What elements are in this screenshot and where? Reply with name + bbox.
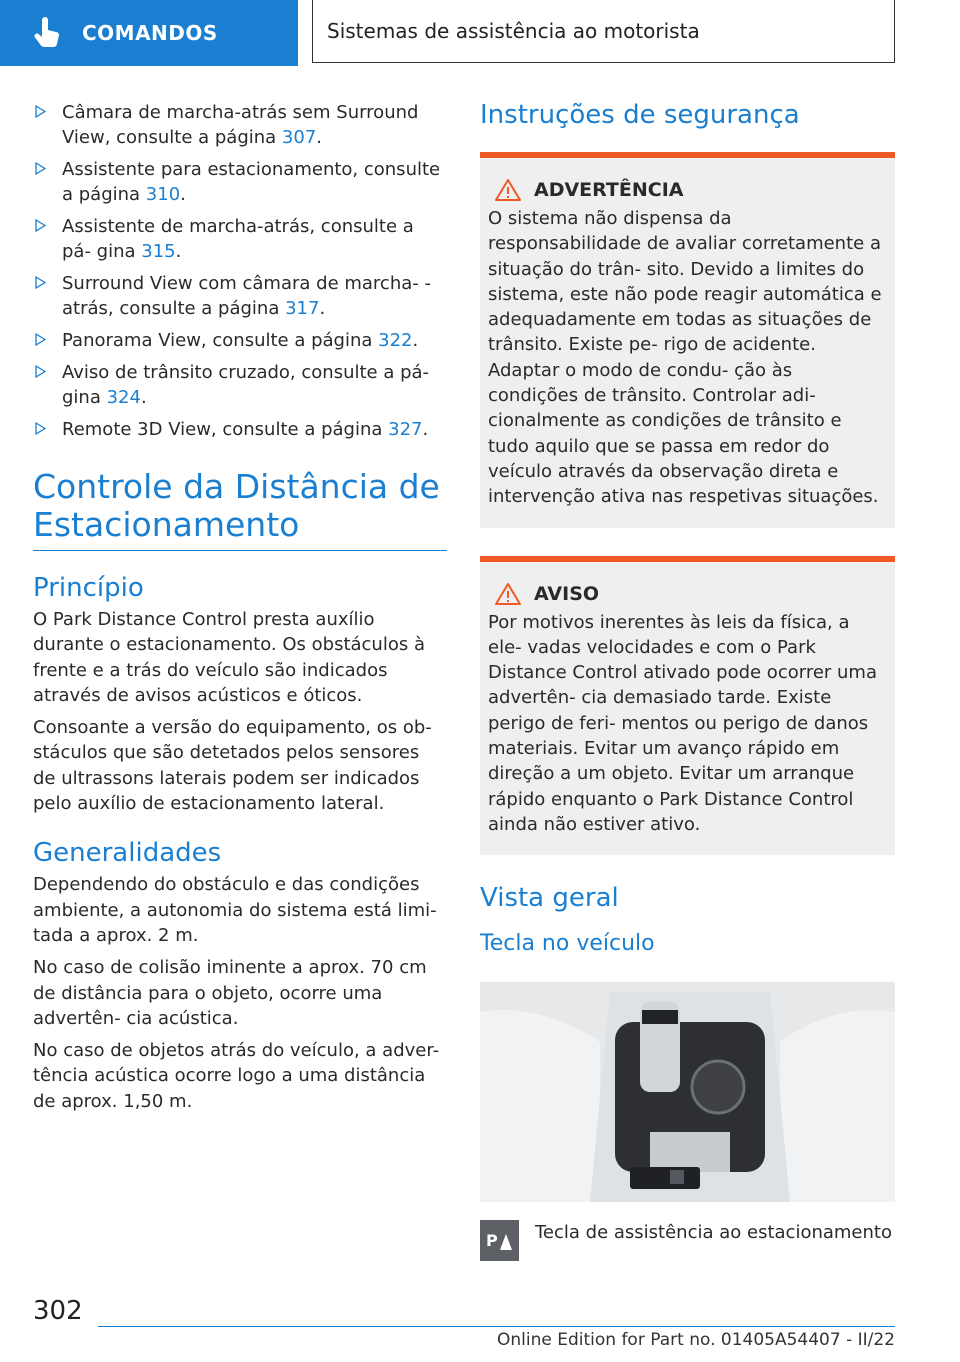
page-link[interactable]: 310: [145, 184, 181, 205]
page-link[interactable]: 327: [388, 419, 423, 440]
triangle-bullet-icon: [35, 162, 46, 175]
triangle-bullet-icon: [35, 422, 46, 435]
list-item-text: Aviso de trânsito cruzado, consulte a pá- gina: [62, 362, 430, 408]
hand-pointer-icon: [30, 16, 64, 50]
page-link[interactable]: 322: [378, 330, 413, 351]
warning-box: [480, 152, 895, 528]
list-item: [33, 271, 447, 321]
list-item-text: Assistente para estacionamento, consulte a página: [62, 159, 441, 205]
notice-title: [488, 582, 887, 606]
triangle-bullet-icon: [35, 276, 46, 289]
header-section-label: COMANDOS: [82, 21, 218, 45]
figure-caption: [480, 1220, 895, 1261]
paragraph: No caso de objetos atrás do veículo, a adver- tência acústica ocorre logo a uma distância de aprox. 1,50 m.: [33, 1040, 440, 1112]
footer-edition: Online Edition for Part no. 01405A54407 - II/22: [496, 1330, 895, 1350]
warning-triangle-icon: [494, 582, 522, 606]
warning-triangle-icon: [494, 178, 522, 202]
triangle-bullet-icon: [35, 333, 46, 346]
list-item-text: Remote 3D View, consulte a página: [62, 419, 389, 440]
cross-reference-list: [33, 100, 447, 442]
notice-text: Por motivos inerentes às leis da física, a ele- vadas velocidades e com o Park Distance Control ativado pode ocorrer uma advertên- cia demasiado tarde. Existe perigo de feri- mentos ou perigo de danos materiais. Evitar um avanço rápido em direção a um objeto. Evitar um arranque rápido enquanto o Park Distance Control ainda não estiver ativo.: [488, 611, 877, 835]
list-item-text: Panorama View, consulte a página: [62, 330, 379, 351]
center-console-illustration: [480, 982, 895, 1202]
generalidades-heading: Generalidades: [33, 838, 222, 869]
list-item-text: Câmara de marcha-atrás sem Surround View, consulte a página: [62, 102, 419, 148]
list-item: [33, 100, 447, 150]
page-link[interactable]: 315: [141, 241, 176, 262]
header-section-tab[interactable]: [0, 0, 298, 66]
warning-title-text: ADVERTÊNCIA: [534, 179, 684, 201]
tecla-heading: Tecla no veículo: [480, 931, 655, 957]
list-item-end: .: [422, 419, 429, 440]
right-column: [480, 100, 895, 1261]
paragraph: O Park Distance Control presta auxílio durante o estacionamento. Os obstáculos à frente e a trás do veículo são indicados através de avisos acústicos e óticos.: [33, 609, 425, 706]
parking-assist-button-icon: [480, 1220, 519, 1261]
list-item-text: Surround View com câmara de marcha- -atrás, consulte a página: [62, 273, 431, 319]
list-item-end: .: [140, 387, 147, 408]
triangle-bullet-icon: [35, 105, 46, 118]
paragraph: Consoante a versão do equipamento, os ob- stáculos que são detetados pelos sensores de ultrassons laterais podem ser indicados pelo auxílio de estacionamento lateral.: [33, 717, 432, 815]
warning-text: O sistema não dispensa da responsabilidade de avaliar corretamente a situação do trân- sito. Devido a limites do sistema, este não pode reagir automática e adequadamente em todas as situações de trânsito. Existe pe- rigo de acidente. Adaptar o modo de condu- ção às condições de trânsito. Controlar adi- cionalmente as condições de trânsito e tudo aquilo que se passa em redor do veículo através da observação direta e intervenção ativa nas respetivas situações.: [488, 208, 882, 508]
list-item: [33, 328, 447, 353]
list-item: [33, 360, 447, 410]
left-column: [33, 100, 447, 1121]
vista-geral-heading: Vista geral: [480, 883, 619, 914]
list-item-end: .: [412, 330, 419, 351]
footer-divider: [98, 1326, 895, 1327]
list-item: [33, 214, 447, 264]
list-item-end: .: [175, 241, 182, 262]
paragraph: Dependendo do obstáculo e das condições ambiente, a autonomia do sistema está limi- tada a aprox. 2 m.: [33, 874, 437, 946]
list-item-text: Assistente de marcha-atrás, consulte a pá- gina: [62, 216, 414, 262]
page-number: 302: [33, 1296, 83, 1326]
header-chapter-label: Sistemas de assistência ao motorista: [327, 19, 700, 43]
list-item-end: .: [316, 127, 323, 148]
notice-title-text: AVISO: [534, 582, 600, 605]
list-item-end: .: [319, 298, 326, 319]
list-item: [33, 417, 447, 442]
section-heading: Controle da Distância de Estacionamento: [33, 468, 447, 551]
triangle-bullet-icon: [35, 365, 46, 378]
caption-text: Tecla de assistência ao estacionamento: [535, 1222, 892, 1244]
notice-box: [480, 556, 895, 856]
list-item: [33, 157, 447, 207]
paragraph: No caso de colisão iminente a aprox. 70 cm de distância para o objeto, ocorre uma advertên- cia acústica.: [33, 957, 427, 1029]
principio-heading: Princípio: [33, 573, 144, 603]
center-console-photo: [480, 982, 895, 1202]
safety-heading: Instruções de segurança: [480, 100, 800, 130]
page-link[interactable]: 324: [106, 387, 141, 408]
page-link[interactable]: 317: [285, 298, 320, 319]
warning-title: [488, 178, 887, 202]
list-item-end: .: [180, 184, 186, 205]
svg-text:P: P: [486, 1231, 498, 1251]
page-link[interactable]: 307: [281, 127, 317, 148]
triangle-bullet-icon: [35, 219, 46, 232]
header-chapter: [312, 0, 895, 63]
